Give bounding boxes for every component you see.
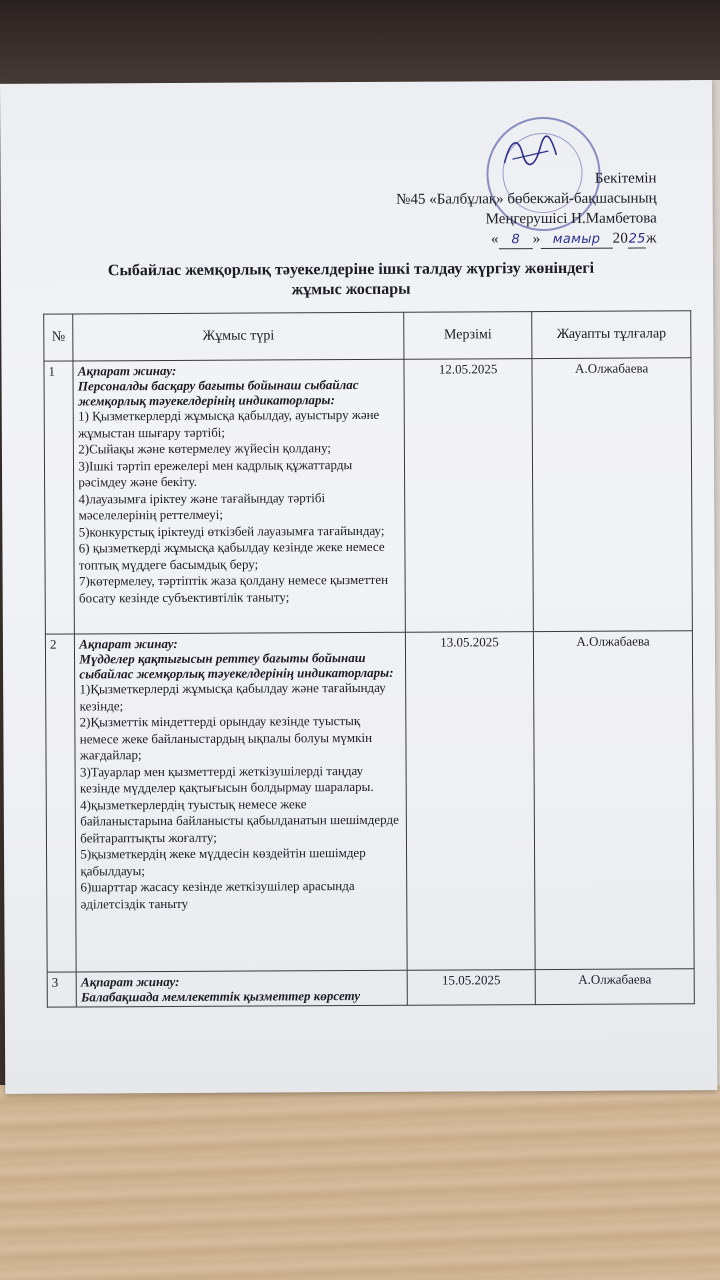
row-num: 2 [45, 634, 76, 972]
row-work-subhead: Балабақшада мемлекеттік қызметтер көрсету [81, 987, 361, 1005]
list-item: 7)көтермелеу, тәртіптік жаза қолдану немесе қызметтен босату кезінде субъективтілік таныту; [78, 571, 389, 605]
list-item: 1) Қызметкерлерді жұмысқа қабылдау, ауыстыру және жұмыстан шығару тәртібі; [78, 406, 380, 440]
row-date: 15.05.2025 [407, 970, 536, 1006]
date-year-mark: ж [646, 230, 657, 247]
date-open-quote: « [490, 231, 499, 248]
approval-block [396, 168, 657, 249]
row-responsible: А.Олжабаева [532, 358, 692, 632]
list-item: 3)Ішкі тәртіп ережелері мен кадрлық құжаттарды рәсімдеу және бекіту. [78, 456, 353, 490]
header-work: Жұмыс түрі [73, 312, 404, 361]
approval-label: Бекітемін [594, 170, 657, 187]
row-work-head: Ақпарат жинау: [80, 973, 180, 990]
table-row [47, 969, 694, 1007]
row-num: 3 [47, 972, 76, 1007]
work-plan-table [43, 310, 695, 1007]
row-work-subhead: Мүдделер қақтығысын реттеу бағыты бойынаш сыбайлас жемқорлық тәуекелдерінің индикаторлары: [79, 649, 394, 682]
table-header-row [44, 311, 691, 361]
signature-icon [500, 133, 560, 173]
indicator-list [78, 407, 401, 607]
header-date: Мерзімі [404, 312, 533, 360]
header-num: № [44, 314, 74, 361]
list-item: 2)Қызметтік міндеттерді орындау кезінде туыстық немесе жеке байланыстардың ықпалы болуы мүмкін жағдайлар; [79, 712, 373, 763]
list-item: 3)Тауарлар мен қызметтерді жеткізушілерді таңдау кезінде мүдделер қақтығысын болдырмау шаралары. [79, 762, 374, 796]
document-page [0, 80, 717, 1094]
table-row [45, 631, 694, 972]
list-item: 4)қызметкерлердің туыстық немесе жеке байланыстарына байланысты қабылданатын шешімдерде бейтараптықты жоғалту; [80, 795, 399, 845]
row-work-head: Ақпарат жинау: [79, 635, 178, 652]
list-item: 4)лауазымға іріктеу және тағайындау тәртібі мәселелерінің реттелмеуі; [78, 489, 326, 523]
date-month: мамыр [541, 232, 613, 249]
document-title [61, 259, 641, 302]
row-responsible: А.Олжабаева [534, 631, 695, 970]
list-item: 2)Сыйақы және көтермелеу жүйесін қолдану; [78, 440, 332, 457]
date-close-quote: » [532, 231, 541, 248]
row-work [76, 970, 407, 1007]
date-year-prefix: 20 [612, 230, 629, 247]
approval-position: Меңгерушісі Н.Мамбетова [485, 210, 657, 228]
row-work [75, 632, 407, 972]
row-num: 1 [44, 361, 75, 634]
row-date: 12.05.2025 [404, 359, 534, 633]
row-responsible: А.Олжабаева [535, 969, 694, 1005]
list-item: 1)Қызметкерлерді жұмысқа қабылдау және тағайындау кезінде; [79, 679, 386, 713]
approval-org: №45 «Балбұлақ» бөбекжай-бақшасының [396, 190, 657, 208]
row-work-subhead: Персоналды басқару бағыты бойынаш сыбайлас жемқорлық тәуекелдерінің индикаторлары: [77, 376, 359, 409]
list-item: 5)қызметкердің жеке мүддесін көздейтін шешімдер қабылдауы; [80, 844, 366, 878]
list-item: 6) қызметкерді жұмысқа қабылдау кезінде жеке немесе топтық мүддеге басымдық беру; [78, 538, 385, 572]
indicator-list [79, 680, 402, 913]
title-line-1: Сыбайлас жемқорлық тәуекелдеріне ішкі талдау жүргізу жөніндегі [107, 259, 595, 280]
table-row [44, 358, 692, 634]
header-responsible: Жауапты тұлғалар [532, 311, 691, 359]
list-item: 6)шарттар жасасу кезінде жеткізушілер арасында әділетсіздік таныту [80, 878, 355, 911]
date-year-suffix: 25 [628, 231, 646, 248]
wooden-desk [0, 1085, 720, 1280]
title-line-2: жұмыс жоспары [291, 280, 411, 299]
row-work [73, 359, 405, 634]
row-work-head: Ақпарат жинау: [77, 362, 177, 379]
approval-date [396, 228, 657, 249]
list-item: 5)конкурстық іріктеуді өткізбей лауазымға тағайындау; [78, 522, 385, 539]
date-day: 8 [499, 232, 533, 249]
row-date: 13.05.2025 [405, 632, 535, 971]
